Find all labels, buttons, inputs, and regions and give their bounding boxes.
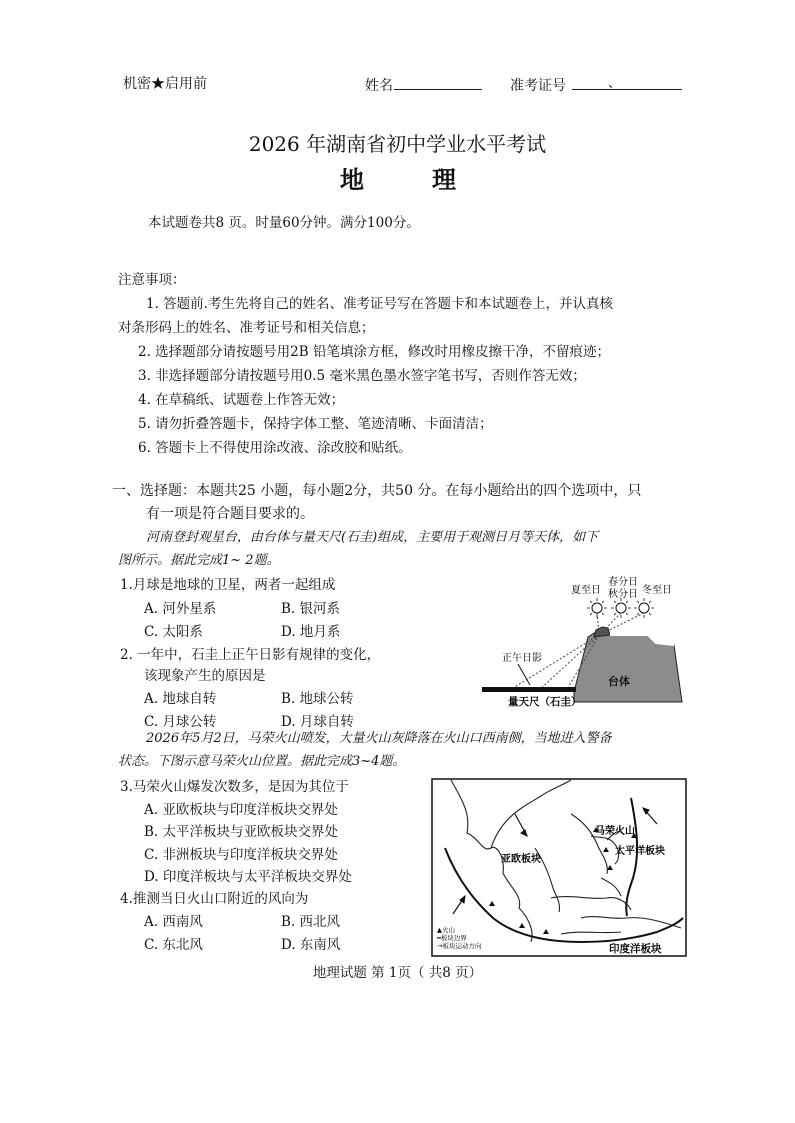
exam-info: 本试题卷共8 页。时量60分钟。满分100分。 — [148, 215, 420, 231]
name-label: 姓名 — [365, 78, 393, 94]
section-1-heading: 一、选择题：本题共25 小题，每小题2分，共50 分。在每小题给出的四个选项中，只 — [112, 483, 642, 499]
q3-option-a: A. 亚欧板块与印度洋板块交界处 — [144, 802, 338, 818]
page-footer: 地理试题 第 1页（ 共8 页） — [312, 965, 483, 981]
label-autumn-equinox: 秋分日 — [608, 589, 638, 600]
label-summer-solstice: 夏至日 — [571, 585, 601, 596]
q4-option-b: B. 西北风 — [281, 914, 341, 930]
q3-option-b: B. 太平洋板块与亚欧板块交界处 — [144, 824, 339, 840]
intro-2-line-2: 状态。下图示意马荣火山位置。据此完成3~4题。 — [118, 754, 406, 769]
q4-option-a: A. 西南风 — [144, 914, 203, 930]
label-indian-plate: 印度洋板块 — [609, 943, 662, 955]
section-1-heading-cont: 有一项是符合题目要求的。 — [146, 506, 314, 522]
legend-volcano: ▲火山 — [437, 926, 455, 934]
label-eurasian-plate: 亚欧板块 — [501, 854, 541, 865]
q1-option-d: D. 地月系 — [281, 624, 341, 640]
q1-option-a: A. 河外星系 — [144, 601, 217, 617]
note-item-5: 5. 请勿折叠答题卡，保持字体工整、笔迹清晰、卡面清洁； — [138, 416, 493, 432]
exam-title: 2026 年湖南省初中学业水平考试 — [248, 132, 547, 156]
q2-option-d: D. 月球自转 — [281, 714, 354, 730]
label-ruler: 量天尺（石圭） — [508, 696, 582, 708]
q1-option-c: C. 太阳系 — [144, 624, 203, 640]
note-item-3: 3. 非选择题部分请按题号用0.5 毫米黑色墨水签字笔书写，否则作答无效； — [138, 368, 586, 384]
q1-option-b: B. 银河系 — [281, 601, 341, 617]
subject-char-1: 地 — [340, 165, 364, 194]
label-pacific-plate: 太平洋板块 — [615, 846, 665, 857]
legend-boundary: ━板块边界 — [437, 934, 467, 942]
label-spring-equinox: 春分日 — [608, 577, 638, 588]
q2-option-a: A. 地球自转 — [144, 691, 217, 707]
note-item-2: 2. 选择题部分请按题号用2B 铅笔填涂方框，修改时用橡皮擦干净，不留痕迹； — [138, 344, 610, 360]
tower-body — [574, 630, 682, 702]
q3-stem: 3.马荣火山爆发次数多，是因为其位于 — [120, 779, 349, 795]
note-item-1: 1. 答题前.考生先将自己的姓名、准考证号写在答题卡和本试题卷上，并认真核 — [146, 296, 613, 312]
exam-id-blank — [572, 89, 682, 90]
exam-id-label: 准考证号 — [510, 78, 566, 94]
intro-1-line-1: 河南登封观星台，由台体与量天尺(石圭)组成，主要用于观测日月等天体，如下 — [146, 530, 599, 545]
stone-ruler — [482, 687, 576, 692]
q2-stem: 2. 一年中，石圭上正午日影有规律的变化， — [120, 647, 381, 663]
observatory-figure — [478, 575, 690, 710]
q3-option-d: D. 印度洋板块与太平洋板块交界处 — [144, 869, 352, 885]
name-blank — [394, 89, 482, 90]
q4-stem: 4.推测当日火山口附近的风向为 — [120, 891, 309, 907]
legend-motion: →板块运动方向 — [437, 942, 482, 950]
plate-map-figure — [431, 778, 687, 958]
label-noon-shadow: 正午日影 — [502, 653, 542, 664]
label-mayon-volcano: 马荣火山 — [595, 826, 635, 837]
notes-heading: 注意事项： — [118, 272, 186, 288]
q2-option-c: C. 月球公转 — [144, 714, 217, 730]
sun-icon — [592, 603, 649, 613]
q4-option-c: C. 东北风 — [144, 937, 203, 953]
confidential-label: 机密★启用前 — [123, 76, 207, 92]
q1-stem: 1.月球是地球的卫星，两者一起组成 — [120, 577, 336, 593]
note-item-1-cont: 对条形码上的姓名、准考证号和相关信息； — [118, 320, 375, 336]
intro-2-line-1: 2026年5月2日，马荣火山喷发，大量火山灰降落在火山口西南侧，当地进入警备 — [146, 731, 612, 746]
note-item-4: 4. 在草稿纸、试题卷上作答无效； — [138, 392, 345, 408]
q3-option-c: C. 非洲板块与印度洋板块交界处 — [144, 847, 338, 863]
exam-id-separator: 、 — [608, 76, 622, 91]
subject-char-2: 理 — [432, 165, 456, 194]
q2-stem-cont: 该现象产生的原因是 — [144, 668, 266, 684]
label-winter-solstice: 冬至日 — [642, 585, 672, 596]
label-tower: 台体 — [608, 675, 630, 688]
note-item-6: 6. 答题卡上不得使用涂改液、涂改胶和贴纸。 — [138, 440, 412, 456]
intro-1-line-2: 图所示。据此完成1~ 2题。 — [118, 553, 280, 568]
q2-option-b: B. 地球公转 — [281, 691, 354, 707]
q4-option-d: D. 东南风 — [281, 937, 341, 953]
